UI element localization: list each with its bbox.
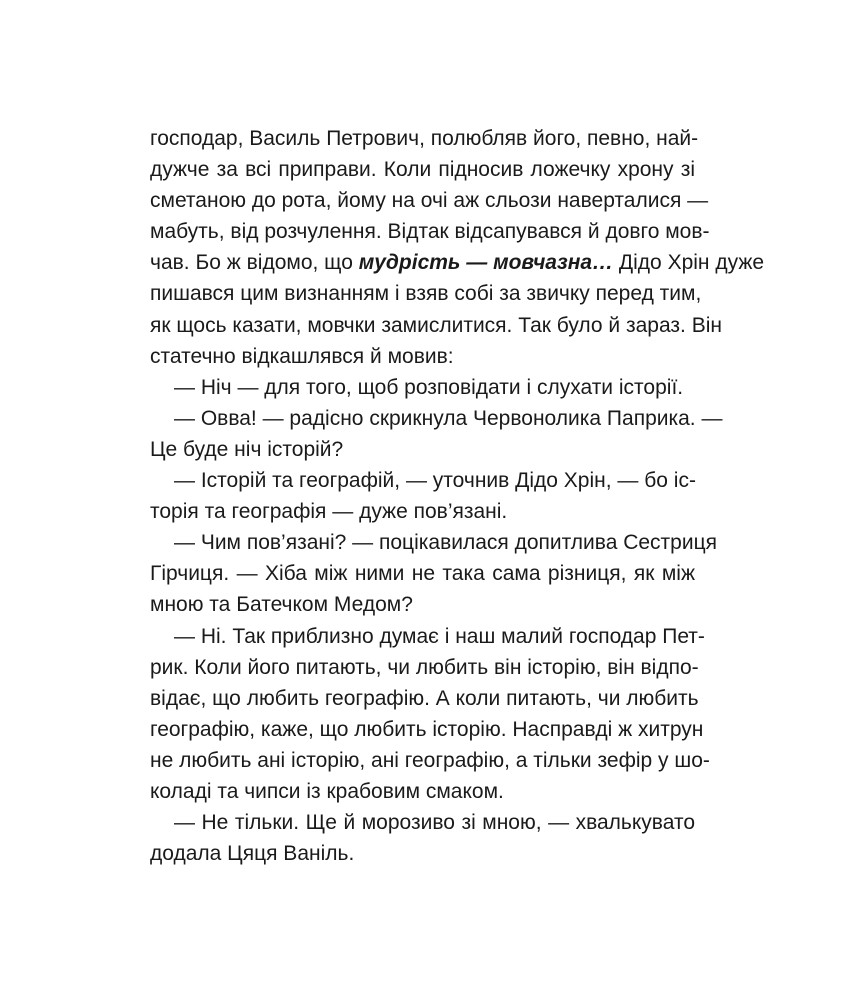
text-line [150,589,695,620]
line-text: — Чим пов’язані? — поцікавилася допитлива Сестриця [174,531,717,555]
text-line [150,154,695,185]
line-text: Дідо Хрін дуже [613,251,765,275]
text-line [150,185,709,216]
text-line [150,621,705,652]
line-text: статечно відкашлявся й мовив: [150,344,454,368]
line-text: — Історій та географій, — уточнив Дідо Хрін, — бо іс- [174,469,696,493]
line-text: чав. Бо ж відомо, що [150,251,359,275]
text-line [150,683,699,714]
text-line [150,652,699,683]
line-text: як щось казати, мовчки замислитися. Так було й зараз. Він [150,313,722,337]
text-line [150,216,710,247]
text-line [150,527,717,558]
line-text: мабуть, від розчулення. Відтак відсапувався й довго мов- [150,220,710,244]
text-line [150,403,723,434]
line-text: пишався цим визнанням і взяв собі за звичку перед тим, [150,282,702,306]
text-line [150,247,765,278]
text-line [150,278,702,309]
line-text: Це буде ніч історій? [150,437,344,461]
line-text: — Ніч — для того, щоб розповідати і слухати історії. [174,375,684,399]
text-line [150,558,695,589]
line-text: географію, каже, що любить історію. Насправді ж хитрун [150,717,704,741]
line-text: додала Цяця Ваніль. [150,842,355,866]
line-text: сметаною до рота, йому на очі аж сльози наверталися — [150,189,709,213]
text-line [150,310,722,341]
line-text: дужче за всі приправи. Коли підносив ложечку хрону зі [150,158,695,182]
line-text: Гірчиця. — Хіба між ними не така сама різниця, як між [150,562,695,586]
line-text: мною та Батечком Медом? [150,593,413,617]
line-text: відає, що любить географію. А коли питають, чи любить [150,686,699,710]
text-line [150,465,695,496]
line-text: — Не тільки. Ще й морозиво зі мною, — хвалькувато [174,811,695,835]
text-line [150,776,695,807]
text-line [150,838,695,869]
line-text: коладі та чипси із крабовим смаком. [150,779,504,803]
body-text [150,123,765,869]
emphasis-text: мудрість — мовчазна… [358,251,614,275]
text-line [150,123,699,154]
line-text: торія та географія — дуже пов’язані. [150,500,508,524]
line-text: господар, Василь Петрович, полюбляв його, певно, най- [150,127,699,150]
line-text: не любить ані історію, ані географію, а тільки зефір у шо- [150,748,710,772]
line-text: рик. Коли його питають, чи любить він історію, він відпо- [150,655,699,679]
text-line [150,496,695,527]
line-text: — Ні. Так приблизно думає і наш малий господар Пет- [174,624,705,648]
text-line [150,745,710,776]
text-line [150,807,695,838]
text-line [150,714,704,745]
line-text: — Овва! — радісно скрикнула Червонолика Паприка. — [174,406,723,430]
text-line [150,372,695,403]
text-line [150,434,695,465]
text-line [150,341,695,372]
